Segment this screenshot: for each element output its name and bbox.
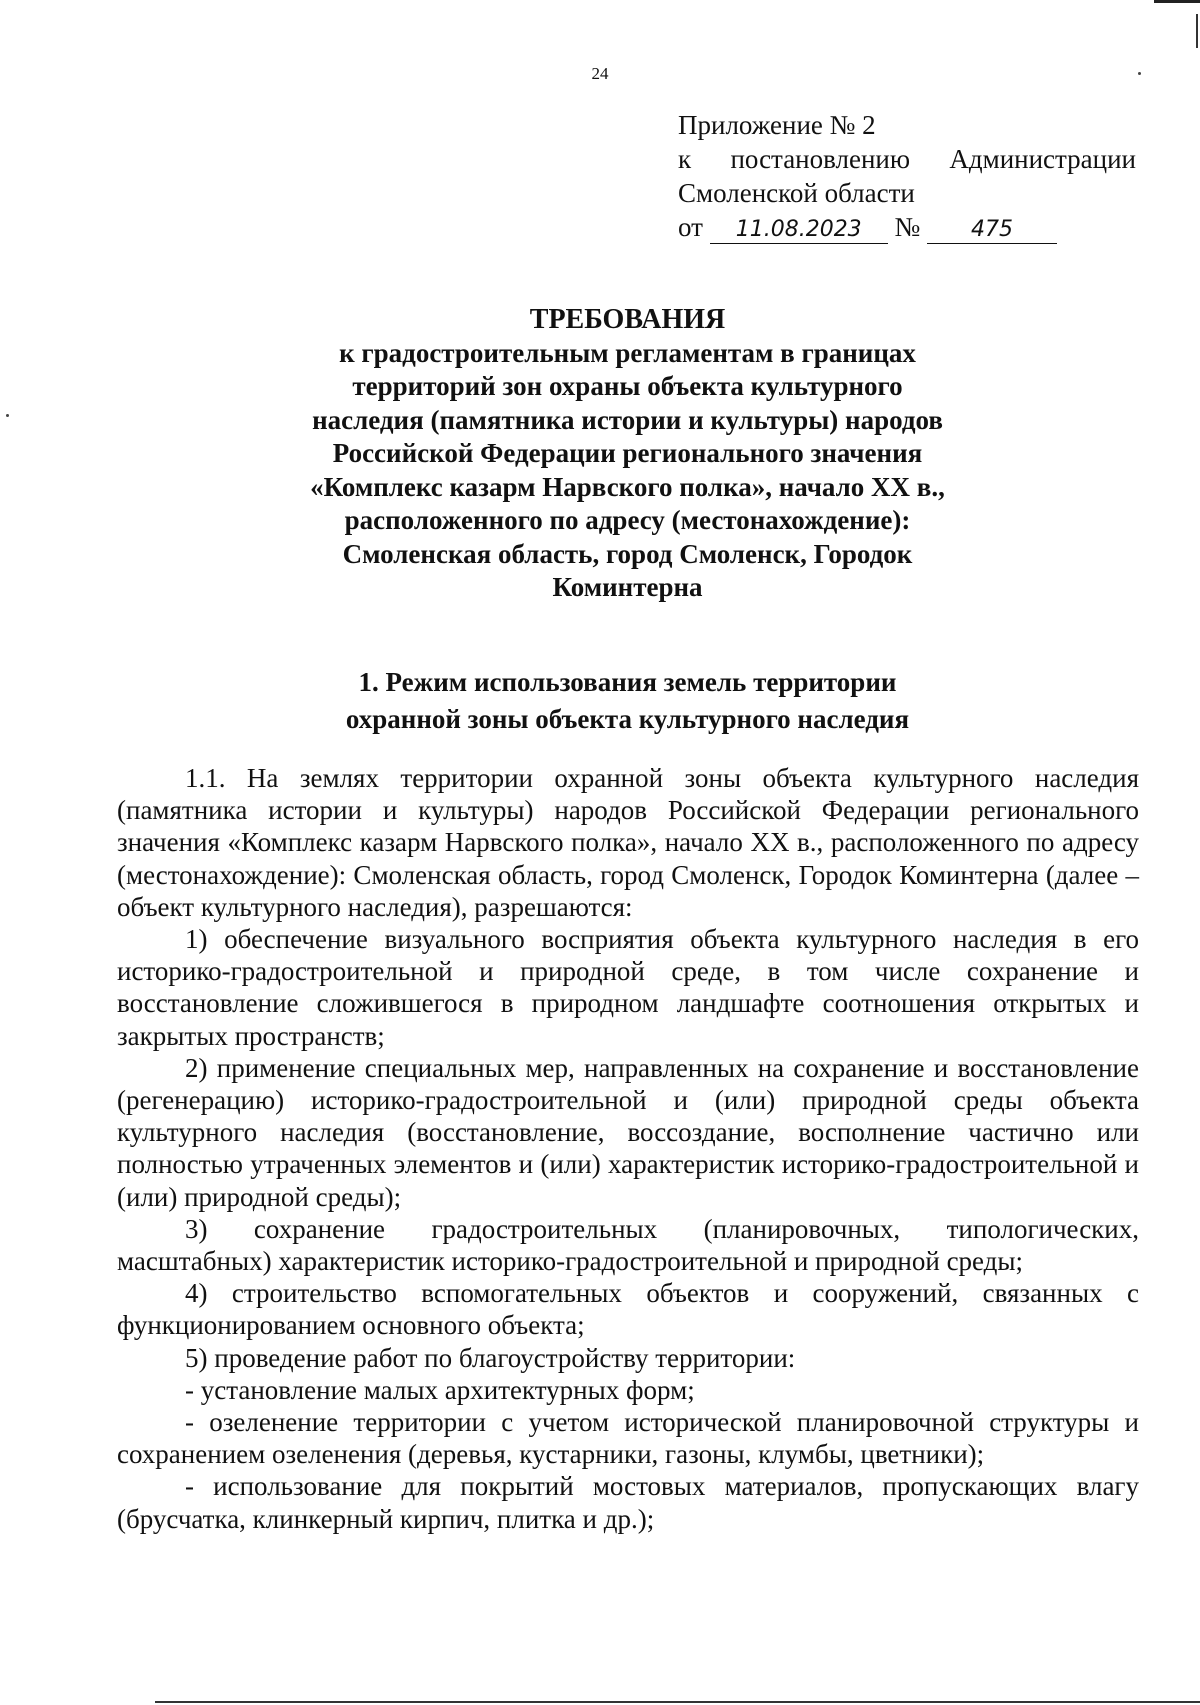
page-number: 24 (591, 64, 609, 83)
appendix-header (678, 108, 1136, 244)
title-line: расположенного по адресу (местонахождение): (344, 505, 911, 535)
scan-bottom-edge (155, 1701, 1200, 1703)
appendix-title: Приложение № 2 (678, 110, 876, 140)
list-item: 2) применение специальных мер, направленных на сохранение и восстановление (регенерацию) историко-градостроительной и (или) природной среды объекта культурного наследия (восстановление, воссоздание, восполнение частично или полностью утраченных элементов и (или) характеристик историко-градостроительной и (или) природной среды); (117, 1052, 1139, 1212)
number-label: № (894, 212, 921, 242)
title-line: территорий зон охраны объекта культурного (352, 371, 903, 401)
date-prefix: от (678, 212, 703, 242)
list-item: 5) проведение работ по благоустройству территории: (185, 1342, 796, 1373)
paragraph: 1.1. На землях территории охранной зоны объекта культурного наследия (памятника истории и культуры) народов Российской Федерации регионального значения «Комплекс казарм Нарвского полка», начало XX в., расположенного по адресу (местонахождение): Смоленская область, город Смоленск, Городок Коминтерна (далее – объект культурного наследия), разрешаются: (117, 763, 1139, 922)
sub-list-item: - озеленение территории с учетом исторической планировочной структуры и сохранением озеленения (деревья, кустарники, газоны, клумбы, цветники); (117, 1407, 1139, 1470)
appendix-resolution-line: к постановлению Администрации (678, 144, 1136, 174)
appendix-date-line (678, 210, 1136, 244)
handwritten-date: 11.08.2023 (710, 217, 888, 244)
title-line: Смоленская область, город Смоленск, Городок (342, 538, 913, 569)
scan-edge-mark (1196, 14, 1198, 48)
document-title (0, 303, 1200, 605)
section-heading-line: 1. Режим использования земель территории (358, 667, 897, 697)
section-heading-line: охранной зоны объекта культурного наследия (345, 704, 910, 734)
list-item: 3) сохранение градостроительных (планировочных, типологических, масштабных) характеристик историко-градостроительной и природной среды; (117, 1213, 1139, 1277)
scan-edge-mark (1154, 0, 1200, 3)
handwritten-number: 475 (927, 217, 1057, 244)
list-item: 1) обеспечение визуального восприятия объекта культурного наследия в его историко-градостроительной и природной среде, в том числе сохранение и восстановление сложившегося в природном ландшафте соотношения открытых и закрытых пространств; (117, 924, 1139, 1051)
title-main: ТРЕБОВАНИЯ (529, 304, 726, 335)
sub-list-item: - использование для покрытий мостовых материалов, пропускающих влагу (брусчатка, клинкерный кирпич, плитка и др.); (117, 1471, 1139, 1534)
body-text (117, 762, 1139, 1535)
title-line: наследия (памятника истории и культуры) народов (312, 404, 943, 435)
sub-list-item: - установление малых архитектурных форм; (185, 1374, 695, 1405)
title-line: к градостроительным регламентам в границах (339, 337, 916, 368)
section-heading (0, 664, 1200, 738)
title-line: Российской Федерации регионального значения (332, 438, 923, 468)
title-line: Коминтерна (552, 572, 703, 602)
list-item: 4) строительство вспомогательных объектов и сооружений, связанных с функционированием основного объекта; (117, 1278, 1139, 1341)
appendix-region-line: Смоленской области (678, 178, 915, 208)
title-line: «Комплекс казарм Нарвского полка», начало XX в., (310, 471, 945, 502)
